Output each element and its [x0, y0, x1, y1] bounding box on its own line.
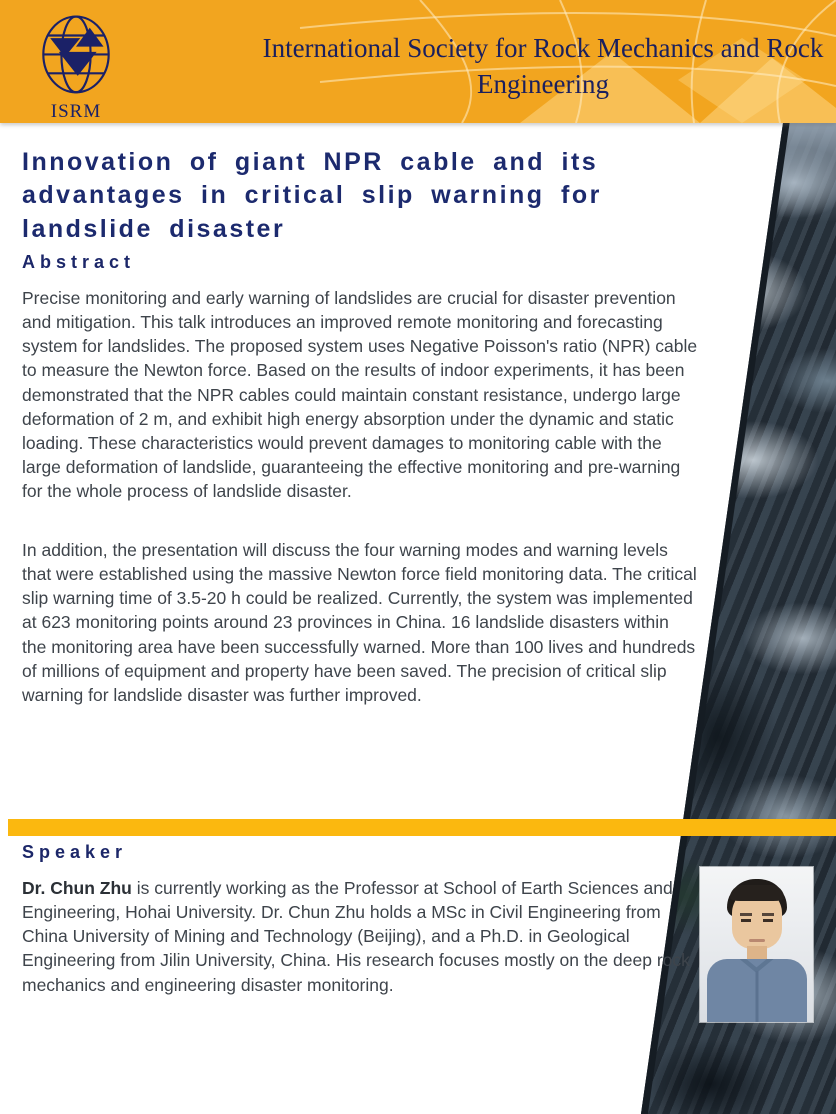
speaker-bio-text: is currently working as the Professor at School of Earth Sciences and Engineering, Hohai University. Dr. Chun Zhu holds a MSc in Civil Engineering from China University of Mining and Technology (Beijing), and a Ph.D. in Geological Engineering from Jilin University, China. His research focuses mostly on the deep rock mechanics and engineering disaster monitoring. — [22, 878, 690, 995]
header-banner — [0, 0, 836, 123]
organization-name: International Society for Rock Mechanics and Rock Engineering — [262, 33, 824, 100]
isrm-logo — [26, 14, 126, 123]
speaker-bio — [22, 876, 690, 997]
speaker-heading: Speaker — [22, 842, 128, 862]
isrm-logo-label: ISRM — [50, 101, 102, 122]
portrait-eyes — [741, 919, 773, 922]
abstract-paragraph-1: Precise monitoring and early warning of landslides are crucial for disaster prevention and mitigation. This talk introduces an improved remote monitoring and forecasting system for landslides. The proposed system uses Negative Poisson's ratio (NPR) cable to measure the Newton force. Based on the results of indoor experiments, it has been demonstrated that the NPR cables could maintain constant resistance, undergo large deformation of 2 m, and exhibit high energy absorption under the dynamic and static loading. These characteristics would prevent damages to monitoring cable with the large deformation of landslide, guaranteeing the effective monitoring and pre-warning for the whole process of landslide disaster. — [22, 288, 698, 502]
portrait-brows — [740, 913, 774, 916]
abstract-paragraph-2: In addition, the presentation will discuss the four warning modes and warning levels that were established using the massive Newton force field monitoring data. The critical slip warning time of 3.5-20 h could be realized. Currently, the system was implemented at 623 monitoring points around 23 provinces in China. 16 landslide disasters within the monitoring area have been successfully warned. More than 100 lives and hundreds of millions of equipment and property have been saved. The precision of critical slip warning for landslide disaster was further improved. — [22, 540, 697, 705]
speaker-name: Dr. Chun Zhu — [22, 878, 132, 898]
talk-title: Innovation of giant NPR cable and its advantages in critical slip warning for landslide disaster — [22, 148, 602, 243]
portrait-fringe — [730, 885, 784, 901]
isrm-globe-icon — [33, 14, 119, 100]
abstract-heading: Abstract — [22, 252, 136, 272]
portrait-mouth — [749, 939, 765, 942]
portrait-shirt-placket — [755, 971, 758, 1022]
yellow-divider-bar — [8, 819, 836, 836]
speaker-photo — [700, 867, 813, 1022]
